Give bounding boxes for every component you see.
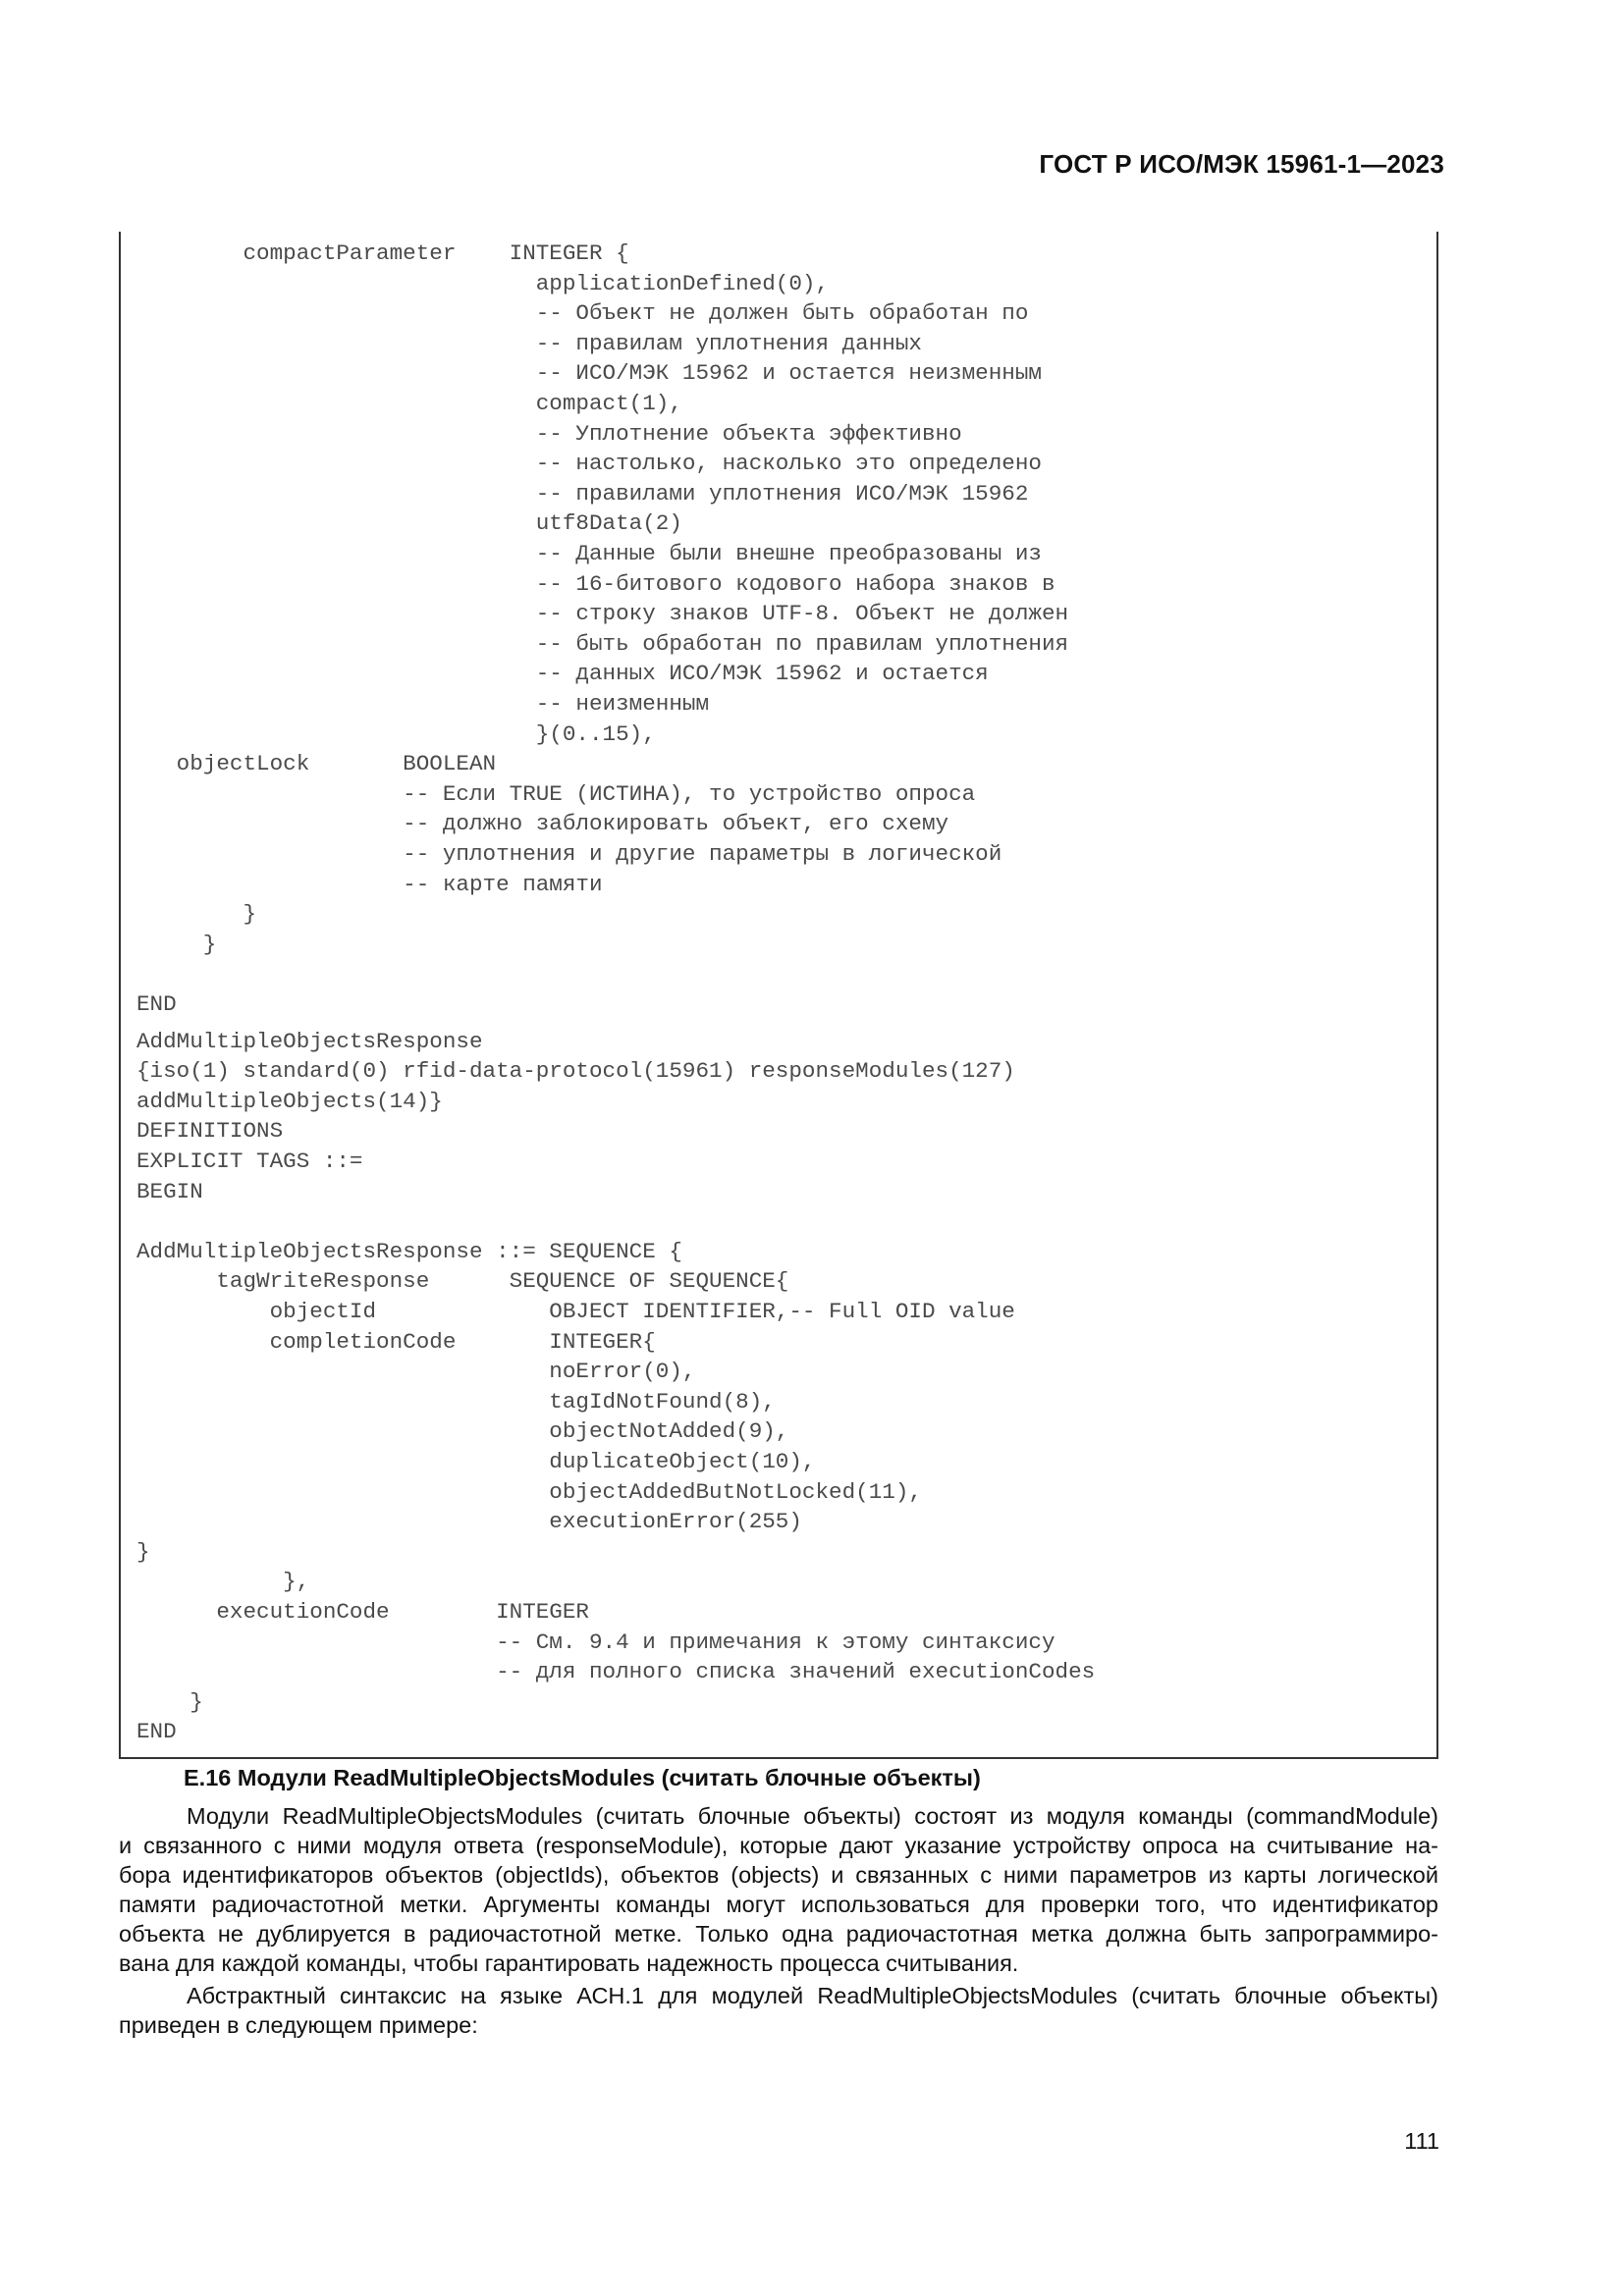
code-line: applicationDefined(0), <box>136 270 830 296</box>
code-line: executionCode INTEGER <box>136 1599 589 1625</box>
code-line: -- строку знаков UTF-8. Объект не должен <box>136 601 1069 627</box>
code-line: -- Объект не должен быть обработан по <box>136 300 1029 327</box>
code-line: -- быть обработан по правилам уплотнения <box>136 630 1069 657</box>
code-line: }, <box>136 1569 310 1595</box>
code-line: -- карте памяти <box>136 871 603 897</box>
code-line: } <box>136 931 217 957</box>
code-line: -- Если TRUE (ИСТИНА), то устройство опроса <box>136 780 976 807</box>
paragraph-line: приведен в следующем примере: <box>119 2012 478 2038</box>
code-line: -- настолько, насколько это определено <box>136 451 1042 477</box>
paragraph-line: Модули ReadMultipleObjectsModules (считать блочные объекты) состоят из модуля команды (commandModule) <box>187 1803 1438 1829</box>
code-line: completionCode INTEGER{ <box>136 1328 656 1355</box>
paragraph-line: Абстрактный синтаксис на языке АСН.1 для модулей ReadMultipleObjectsModules (считать блочные объекты) <box>187 1983 1438 2008</box>
paragraph-line: памяти радиочастотной метки. Аргументы команды могут использоваться для проверки того, что идентификатор <box>119 1892 1438 1917</box>
code-line: EXPLICIT TAGS ::= <box>136 1148 363 1174</box>
code-line: -- 16-битового кодового набора знаков в <box>136 570 1056 597</box>
paragraph-line: и связанного с ними модуля ответа (responseModule), которые дают указание устройству опроса на считывание на- <box>119 1833 1438 1858</box>
page-header: ГОСТ Р ИСО/МЭК 15961-1—2023 <box>1039 149 1444 179</box>
code-line: -- должно заблокировать объект, его схему <box>136 811 949 837</box>
code-line: compactParameter INTEGER { <box>136 240 629 266</box>
paragraph-line: вана для каждой команды, чтобы гарантировать надежность процесса считывания. <box>119 1950 1019 1976</box>
code-line: BEGIN <box>136 1178 203 1204</box>
code-line: objectNotAdded(9), <box>136 1418 789 1445</box>
code-line: DEFINITIONS <box>136 1118 284 1145</box>
code-line: END <box>136 1719 177 1745</box>
code-line: objectAddedButNotLocked(11), <box>136 1478 922 1505</box>
code-line: -- См. 9.4 и примечания к этому синтаксису <box>136 1629 1056 1655</box>
code-line: executionError(255) <box>136 1509 802 1535</box>
code-line: -- правилами уплотнения ИСО/МЭК 15962 <box>136 480 1029 507</box>
code-line: } <box>136 1538 150 1565</box>
code-line: -- для полного списка значений executionCodes <box>136 1659 1096 1685</box>
code-line: tagIdNotFound(8), <box>136 1388 776 1415</box>
code-line: -- Данные были внешне преобразованы из <box>136 541 1042 566</box>
paragraph-line: бора идентификаторов объектов (objectIds), объектов (objects) и связанных с ними параметров из карты логической <box>119 1862 1438 1888</box>
code-line: AddMultipleObjectsResponse <box>136 1028 483 1054</box>
code-line: } <box>136 901 257 928</box>
code-line: {iso(1) standard(0) rfid-data-protocol(15961) responseModules(127) <box>136 1058 1015 1085</box>
code-line: -- данных ИСО/МЭК 15962 и остается <box>136 661 989 687</box>
code-line: compact(1), <box>136 391 682 416</box>
code-line: -- уплотнения и другие параметры в логической <box>136 841 1002 867</box>
paragraph-line: объекта не дублируется в радиочастотной метке. Только одна радиочастотная метка должна быть запрограммиро- <box>119 1921 1438 1947</box>
code-line: -- правилам уплотнения данных <box>136 330 922 356</box>
code-line: tagWriteResponse SEQUENCE OF SEQUENCE{ <box>136 1268 789 1295</box>
code-line: noError(0), <box>136 1359 696 1385</box>
code-line: }(0..15), <box>136 721 656 747</box>
code-line: utf8Data(2) <box>136 510 682 537</box>
code-line: AddMultipleObjectsResponse ::= SEQUENCE { <box>136 1238 682 1264</box>
code-line: addMultipleObjects(14)} <box>136 1088 443 1114</box>
code-line: duplicateObject(10), <box>136 1449 816 1474</box>
code-line: -- ИСО/МЭК 15962 и остается неизменным <box>136 360 1042 387</box>
code-line: END <box>136 991 177 1017</box>
code-line: -- неизменным <box>136 691 710 717</box>
code-line: } <box>136 1688 203 1715</box>
section-title: E.16 Модули ReadMultipleObjectsModules (считать блочные объекты) <box>184 1765 981 1790</box>
page-number: 111 <box>1404 2128 1439 2154</box>
code-line: objectLock BOOLEAN <box>136 751 497 777</box>
code-line: -- Уплотнение объекта эффективно <box>136 420 962 447</box>
code-line: objectId OBJECT IDENTIFIER,-- Full OID value <box>136 1299 1015 1324</box>
